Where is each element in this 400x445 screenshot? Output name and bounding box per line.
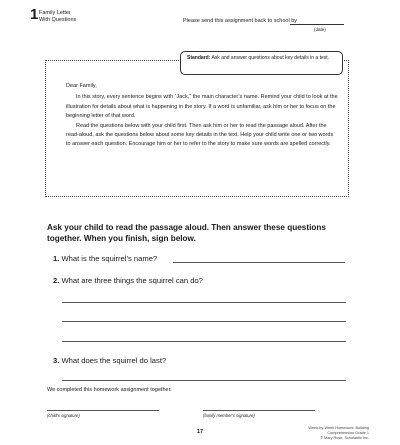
unit-title-line1: Family Letter <box>39 10 71 16</box>
letter-paragraph-1: In this story, every sentence begins with “Jack,” the main character’s name. Remind your child to look at the illustration for details about what is happening in the story. If a word is unfamiliar, ask him or her to focus on the beginning letter of that word. <box>66 94 338 120</box>
child-signature-label: (child’s signature) <box>47 413 80 418</box>
unit-title-line2: With Questions <box>39 17 77 23</box>
credits <box>289 426 369 441</box>
credit-line-2: © Mary Rose, Scholastic Inc. <box>320 436 369 440</box>
answer-line-2c[interactable] <box>62 341 346 342</box>
question-number: 1. <box>53 254 60 263</box>
family-signature-label: (family member’s signature) <box>203 413 255 418</box>
child-signature-line[interactable] <box>47 410 159 411</box>
question-1 <box>53 254 157 263</box>
unit-title <box>39 10 76 24</box>
date-label: (date) <box>314 27 326 32</box>
letter-paragraph-2: Read the questions below with your child first. Then ask him or her to read the passage aloud. After the read-aloud, ask the questions below about some key details in the text. Help your child write one or two words to answer each question. Encourage him or her to refer to the story to make sure words are spelled correctly. <box>66 122 334 148</box>
question-text: What is the squirrel’s name? <box>61 254 158 263</box>
answer-line-2b[interactable] <box>62 321 346 322</box>
standard-box <box>180 51 343 75</box>
standard-text: Ask and answer questions about key details in a text. <box>211 55 330 61</box>
standard-label: Standard: <box>187 55 211 61</box>
instructions: Ask your child to read the passage aloud. Then answer these questions together. When you finish, sign below. <box>47 223 326 243</box>
question-3 <box>53 356 166 365</box>
unit-number: 1 <box>30 6 39 23</box>
answer-line-3[interactable] <box>62 380 346 381</box>
credit-line-1: Week-by-Week Homework: Building Comprehension Grade 1 <box>308 426 369 435</box>
question-text: What does the squirrel do last? <box>61 356 167 365</box>
family-letter <box>66 82 338 150</box>
answer-line-1[interactable] <box>173 262 345 263</box>
question-number: 3. <box>53 356 60 365</box>
question-text: What are three things the squirrel can do? <box>61 276 203 285</box>
date-blank-line[interactable] <box>290 24 344 25</box>
send-back-instruction: Please send this assignment back to school by <box>183 18 298 24</box>
page-number: 17 <box>197 429 204 435</box>
question-2 <box>53 276 203 285</box>
answer-line-2a[interactable] <box>62 302 346 303</box>
completed-statement: We completed this homework assignment together. <box>47 387 172 393</box>
family-signature-line[interactable] <box>203 410 315 411</box>
question-number: 2. <box>53 276 60 285</box>
letter-greeting: Dear Family, <box>66 83 97 89</box>
